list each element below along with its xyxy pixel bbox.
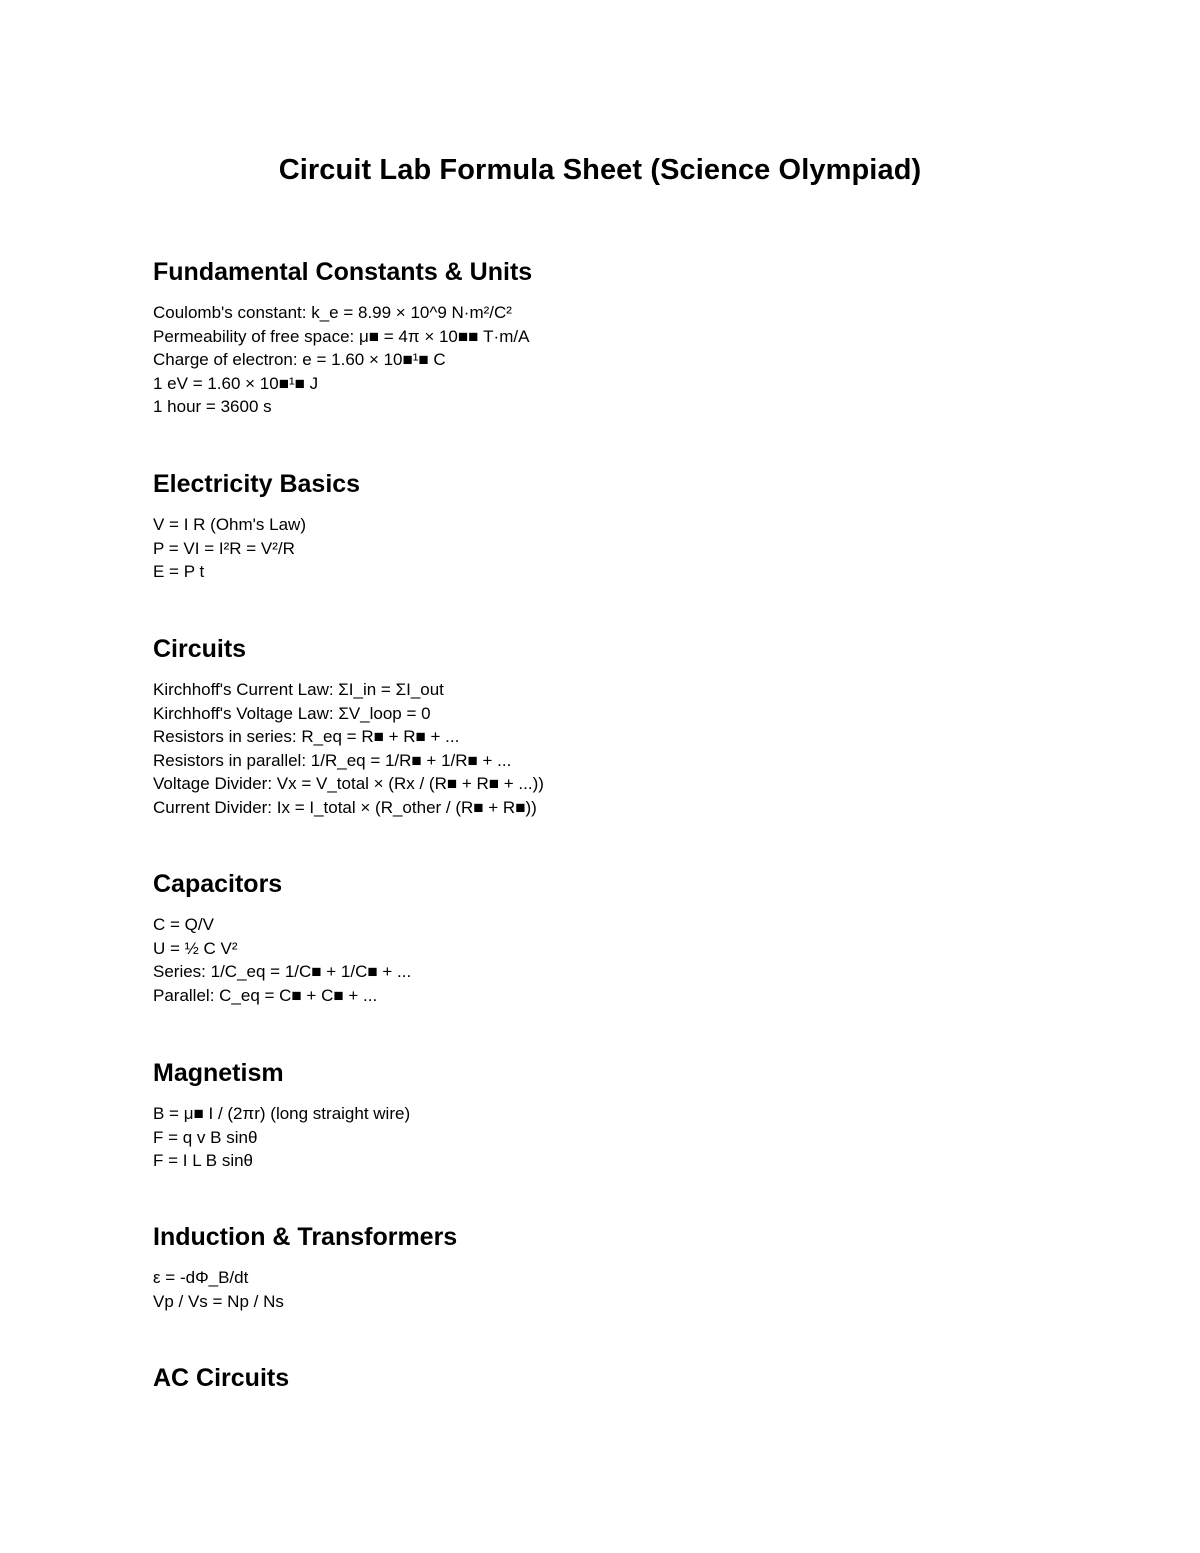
section-heading: Electricity Basics (153, 470, 361, 498)
formula-line: Current Divider: Ix = I_total × (R_other / (R■ + R■)) (153, 797, 537, 817)
section-capacitors (153, 869, 1053, 1007)
section-heading: Capacitors (153, 870, 283, 898)
section-ac-circuits (153, 1363, 1053, 1407)
section-fundamental-constants (153, 257, 1053, 419)
section-induction-transformers (153, 1222, 1053, 1313)
formula-line: Resistors in series: R_eq = R■ + R■ + ... (153, 727, 460, 746)
section-heading: Fundamental Constants & Units (153, 258, 533, 286)
formula-line: Kirchhoff's Current Law: ΣI_in = ΣI_out (153, 680, 444, 699)
formula-line: Parallel: C_eq = C■ + C■ + ... (153, 985, 378, 1005)
formula-line: Resistors in parallel: 1/R_eq = 1/R■ + 1/R■ + ... (153, 750, 512, 770)
section-heading: Induction & Transformers (153, 1223, 458, 1251)
formula-line: Voltage Divider: Vx = V_total × (Rx / (R■ + R■ + ...)) (153, 774, 544, 793)
formula-line: V = I R (Ohm's Law) (153, 515, 306, 534)
section-heading: Magnetism (153, 1059, 284, 1087)
formula-line: F = q v B sinθ (153, 1127, 258, 1147)
formula-line: F = I L B sinθ (153, 1151, 253, 1170)
formula-line: Vp / Vs = Np / Ns (153, 1291, 284, 1311)
formula-line: Series: 1/C_eq = 1/C■ + 1/C■ + ... (153, 962, 412, 981)
formula-line: Coulomb's constant: k_e = 8.99 × 10^9 N·m²/C² (153, 303, 512, 322)
formula-line: U = ½ C V² (153, 938, 238, 958)
section-circuits (153, 634, 1053, 819)
formula-line: C = Q/V (153, 915, 214, 934)
section-magnetism (153, 1058, 1053, 1173)
page-title: Circuit Lab Formula Sheet (Science Olympiad) (278, 154, 922, 186)
formula-line: ε = -dΦ_B/dt (153, 1268, 249, 1287)
formula-line: Permeability of free space: μ■ = 4π × 10■■ T·m/A (153, 326, 530, 346)
formula-line: P = VI = I²R = V²/R (153, 538, 295, 558)
formula-line: Kirchhoff's Voltage Law: ΣV_loop = 0 (153, 703, 431, 723)
formula-line: B = μ■ I / (2πr) (long straight wire) (153, 1104, 411, 1123)
section-heading: AC Circuits (153, 1364, 290, 1392)
section-electricity-basics (153, 469, 1053, 584)
formula-line: 1 hour = 3600 s (153, 397, 272, 416)
section-heading: Circuits (153, 635, 247, 663)
formula-line: Charge of electron: e = 1.60 × 10■¹■ C (153, 350, 446, 369)
formula-line: E = P t (153, 562, 205, 581)
formula-line: 1 eV = 1.60 × 10■¹■ J (153, 373, 319, 393)
